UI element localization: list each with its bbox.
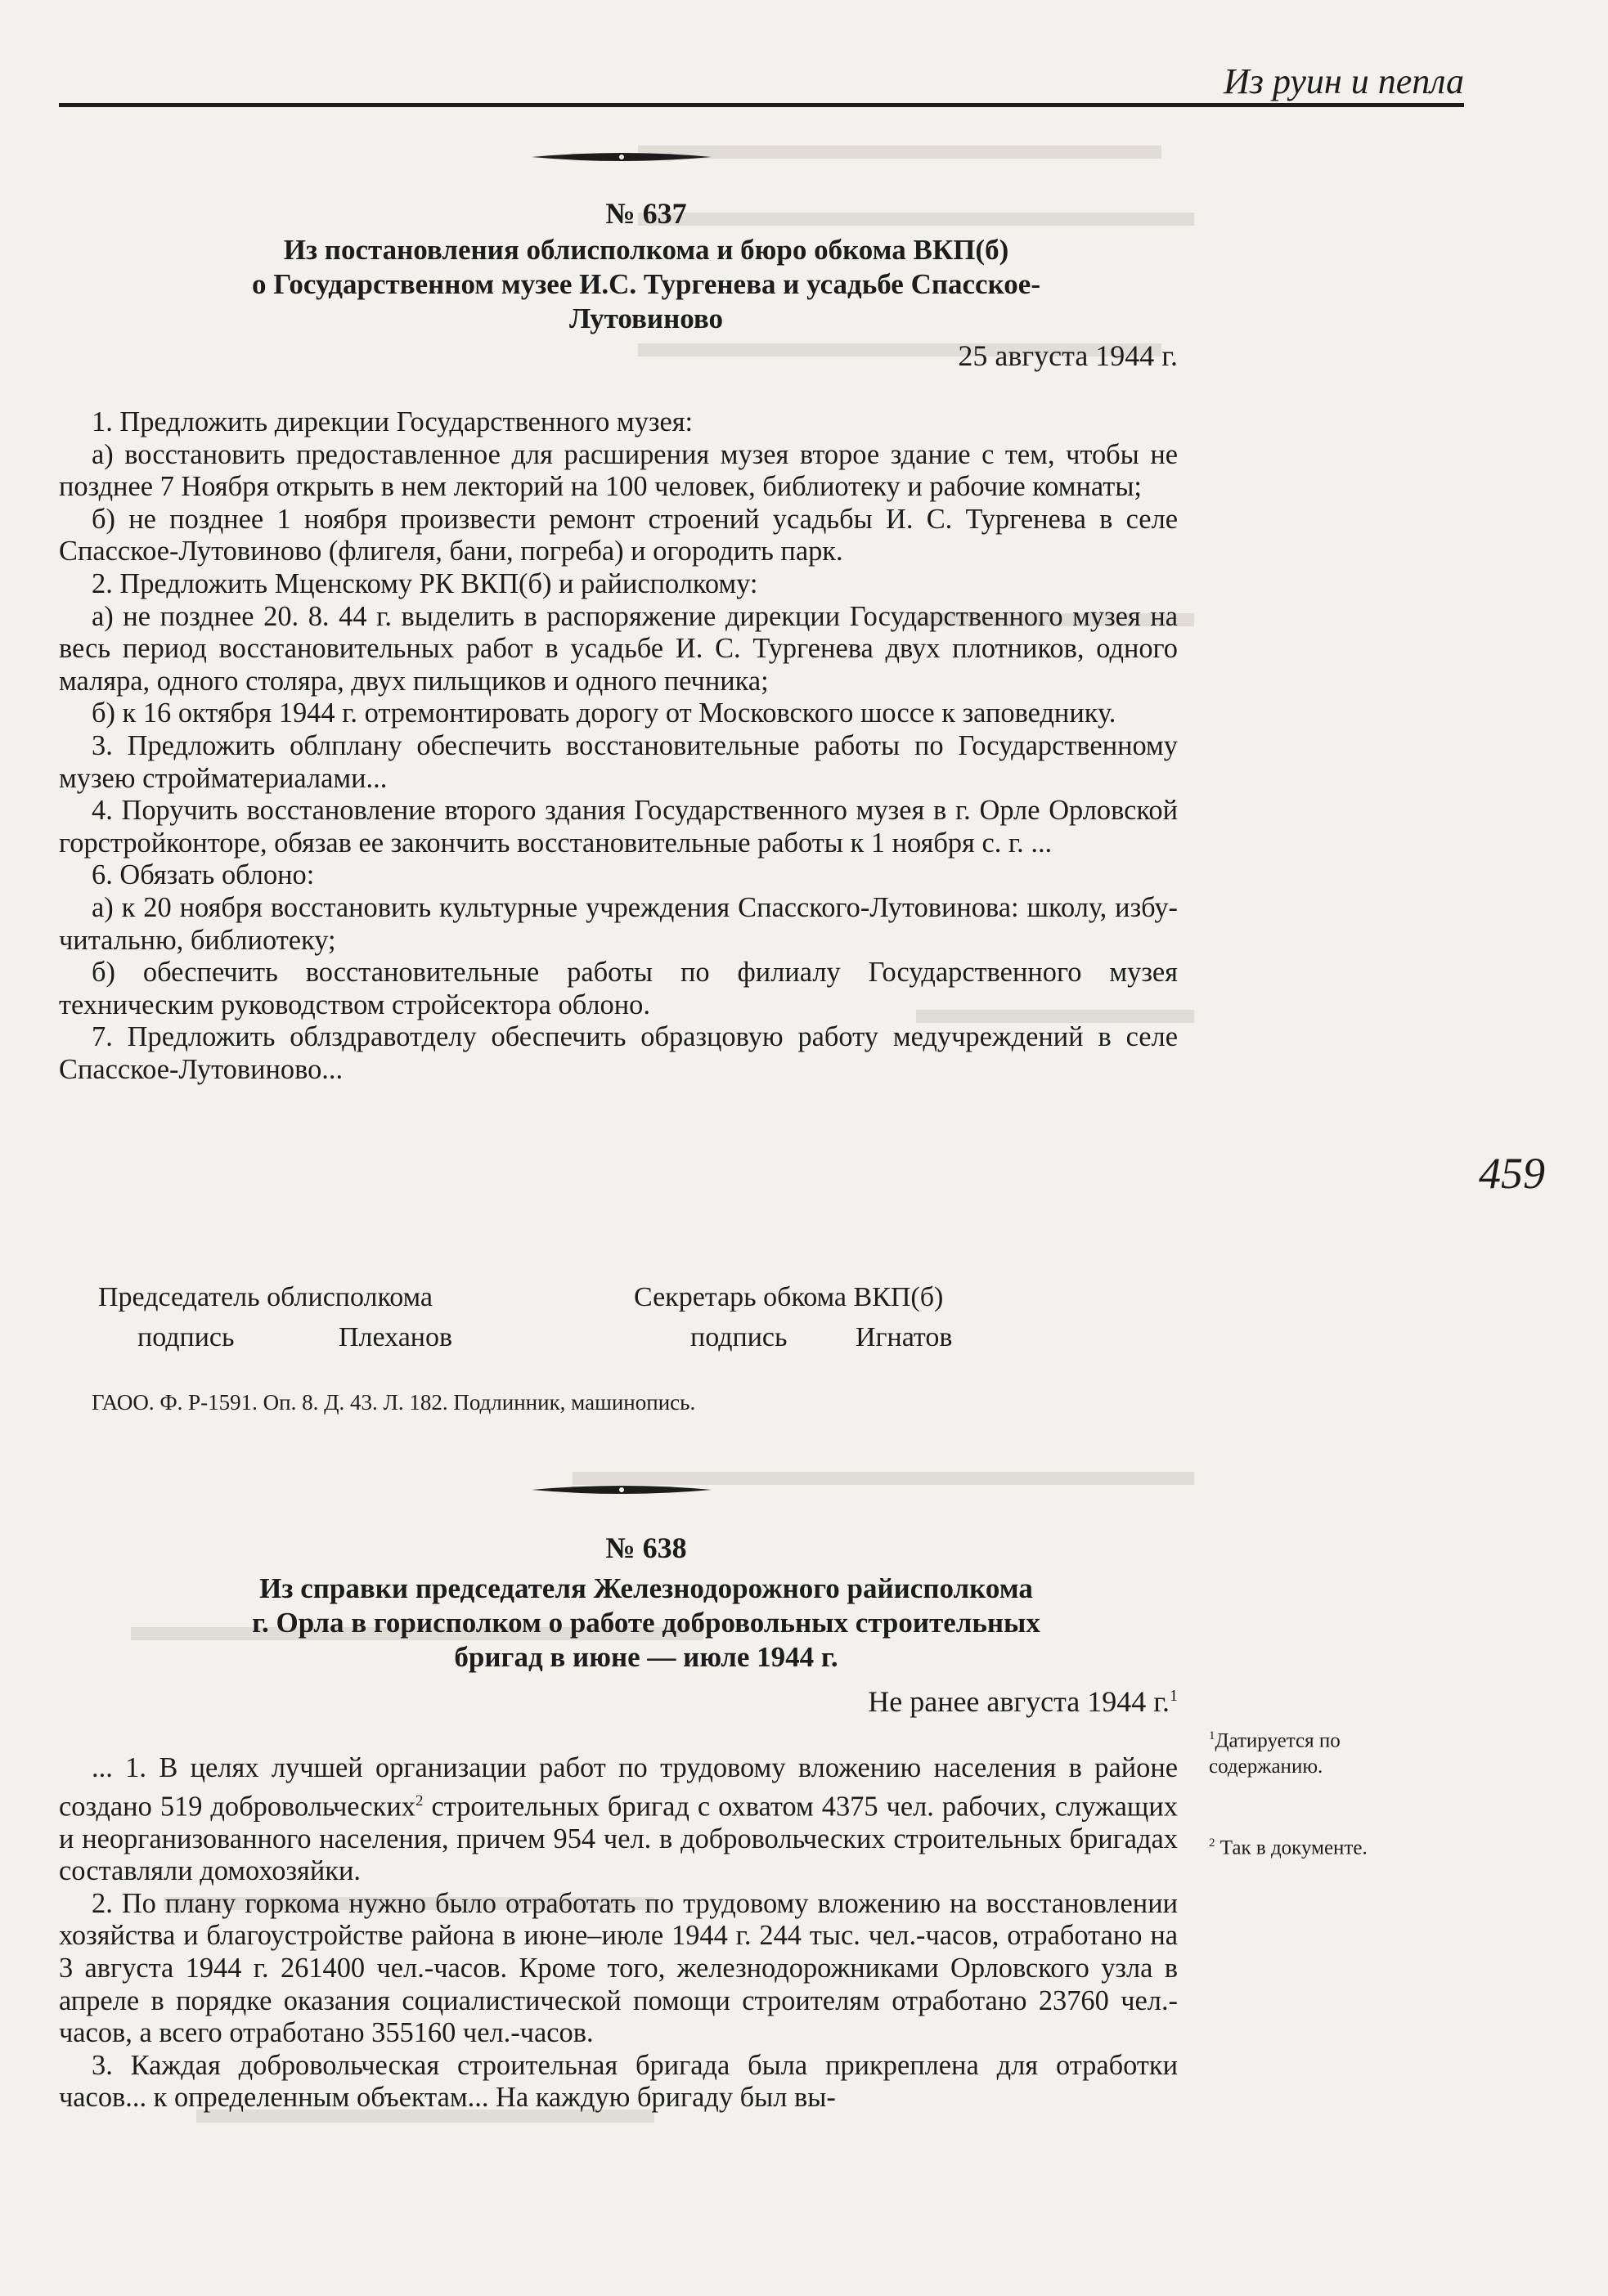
body-paragraph: 2. По плану горкома нужно было отработать по трудовому вложению на восстановлении хозяйства и благоустройстве района в июне–июле 1944 г. 244 тыс. чел.-часов, отработано на 3 августа 1944 г. 261400 чел.-часов. Кроме того, железнодорожниками Орловского узла в апреле в порядке оказания социалистической помощи строителям отработано 23760 чел.-часов, а всего отработано 355160 чел.-часов. — [59, 1887, 1178, 2049]
section-ornament — [532, 147, 712, 167]
body-paragraph-part: строительных бригад с охватом 4375 чел. рабочих, служащих и неорганизованного населения, причем 954 чел. в добровольческих строительных бригадах составляли домохозяйки. — [59, 1791, 1178, 1887]
document-body — [59, 406, 1178, 1086]
sidenote — [1209, 1723, 1454, 1780]
sidenote-marker: 2 — [1209, 1836, 1215, 1850]
sidenote-text: Так в документе. — [1215, 1836, 1368, 1859]
signature-right-title: Секретарь обкома ВКП(б) — [634, 1282, 944, 1312]
body-paragraph: 3. Каждая добровольческая строительная бригада была прикреплена для отработки часов... к определенным объектам... На каждую бригаду был вы- — [59, 2049, 1178, 2114]
document-title-line: г. Орла в горисполком о работе добровольных строительных — [252, 1607, 1040, 1639]
running-header — [59, 57, 1464, 107]
section-ornament — [532, 1480, 712, 1500]
document-number: № 638 — [605, 1531, 687, 1564]
signature-left-sign: подпись — [137, 1322, 235, 1352]
document-title — [82, 1572, 1210, 1675]
archive-reference: ГАОО. Ф. Р-1591. Оп. 8. Д. 43. Л. 182. Подлинник, машинопись. — [92, 1390, 696, 1415]
document-title — [82, 233, 1210, 336]
document-title-line: бригад в июне — июле 1944 г. — [454, 1641, 838, 1673]
body-paragraph: а) не позднее 20. 8. 44 г. выделить в распоряжение дирекции Государственного музея на весь период восстановительных работ в усадьбе И. С. Тургенева двух плотников, одного маляра, одного столяра, двух пильщиков и одного печника; — [59, 600, 1178, 697]
footnote-marker: 1 — [1170, 1687, 1178, 1705]
document-title-line: Лутовиново — [568, 303, 724, 334]
body-paragraph: 4. Поручить восстановление второго здания Государственного музея в г. Орле Орловской горстройконторе, обязав ее закончить восстановительные работы к 1 ноября с. г. ... — [59, 795, 1178, 859]
document-title-line: Из справки председателя Железнодорожного райисполкома — [259, 1572, 1033, 1604]
body-paragraph: 6. Обязать облоно: — [92, 859, 315, 891]
document-title-line: о Государственном музее И.С. Тургенева и усадьбе Спасское- — [251, 268, 1040, 300]
document-body — [59, 1752, 1178, 2114]
sidenote-text: Датируется по содержанию. — [1209, 1729, 1341, 1778]
document-date-text: Не ранее августа 1944 г. — [868, 1685, 1170, 1718]
body-paragraph: 7. Предложить облздравотделу обеспечить образцовую работу медучреждений в селе Спасское-Лутовиново... — [59, 1021, 1178, 1085]
signature-left-title: Председатель облисполкома — [98, 1282, 433, 1312]
signature-right-name: Игнатов — [856, 1322, 953, 1352]
bleed-through-line — [638, 146, 1161, 159]
document-date: 25 августа 1944 г. — [958, 339, 1178, 372]
body-paragraph: б) к 16 октября 1944 г. отремонтировать дорогу от Московского шоссе к заповеднику. — [92, 697, 1116, 729]
page-number: 459 — [1479, 1149, 1545, 1198]
footnote-marker: 2 — [415, 1792, 424, 1809]
body-paragraph — [59, 1752, 1178, 1888]
body-paragraph-part: ... 1. В целях лучшей организации работ по трудовому вложению населения в районе создано 519 добровольческих — [59, 1752, 1178, 1823]
running-header-title: Из руин и пепла — [1224, 61, 1464, 101]
document-number: № 637 — [605, 197, 687, 230]
signature-left-name: Плеханов — [339, 1322, 453, 1352]
signature-right-sign: подпись — [690, 1322, 788, 1352]
body-paragraph: б) не позднее 1 ноября произвести ремонт строений усадьбы И. С. Тургенева в селе Спасское-Лутовиново (флигеля, бани, погреба) и огородить парк. — [59, 503, 1178, 567]
sidenote — [1209, 1830, 1454, 1861]
body-paragraph: 1. Предложить дирекции Государственного музея: — [92, 406, 694, 437]
sidenote-marker: 1 — [1209, 1729, 1215, 1742]
body-paragraph: 3. Предложить облплану обеспечить восстановительные работы по Государственному музею стройматериалами... — [59, 729, 1178, 794]
body-paragraph: а) восстановить предоставленное для расширения музея второе здание с тем, чтобы не позднее 7 Ноября открыть в нем лекторий на 100 человек, библиотеку и рабочие комнаты; — [59, 438, 1178, 503]
document-title-line: Из постановления облисполкома и бюро обкома ВКП(б) — [283, 234, 1009, 266]
document-date — [868, 1684, 1178, 1719]
body-paragraph: 2. Предложить Мценскому РК ВКП(б) и райисполкому: — [92, 567, 758, 599]
body-paragraph: б) обеспечить восстановительные работы по филиалу Государственного музея техническим руководством стройсектора облоно. — [59, 957, 1178, 1020]
body-paragraph: а) к 20 ноября восстановить культурные учреждения Спасского-Лутовинова: школу, избу-читальню, библиотеку; — [59, 891, 1178, 956]
